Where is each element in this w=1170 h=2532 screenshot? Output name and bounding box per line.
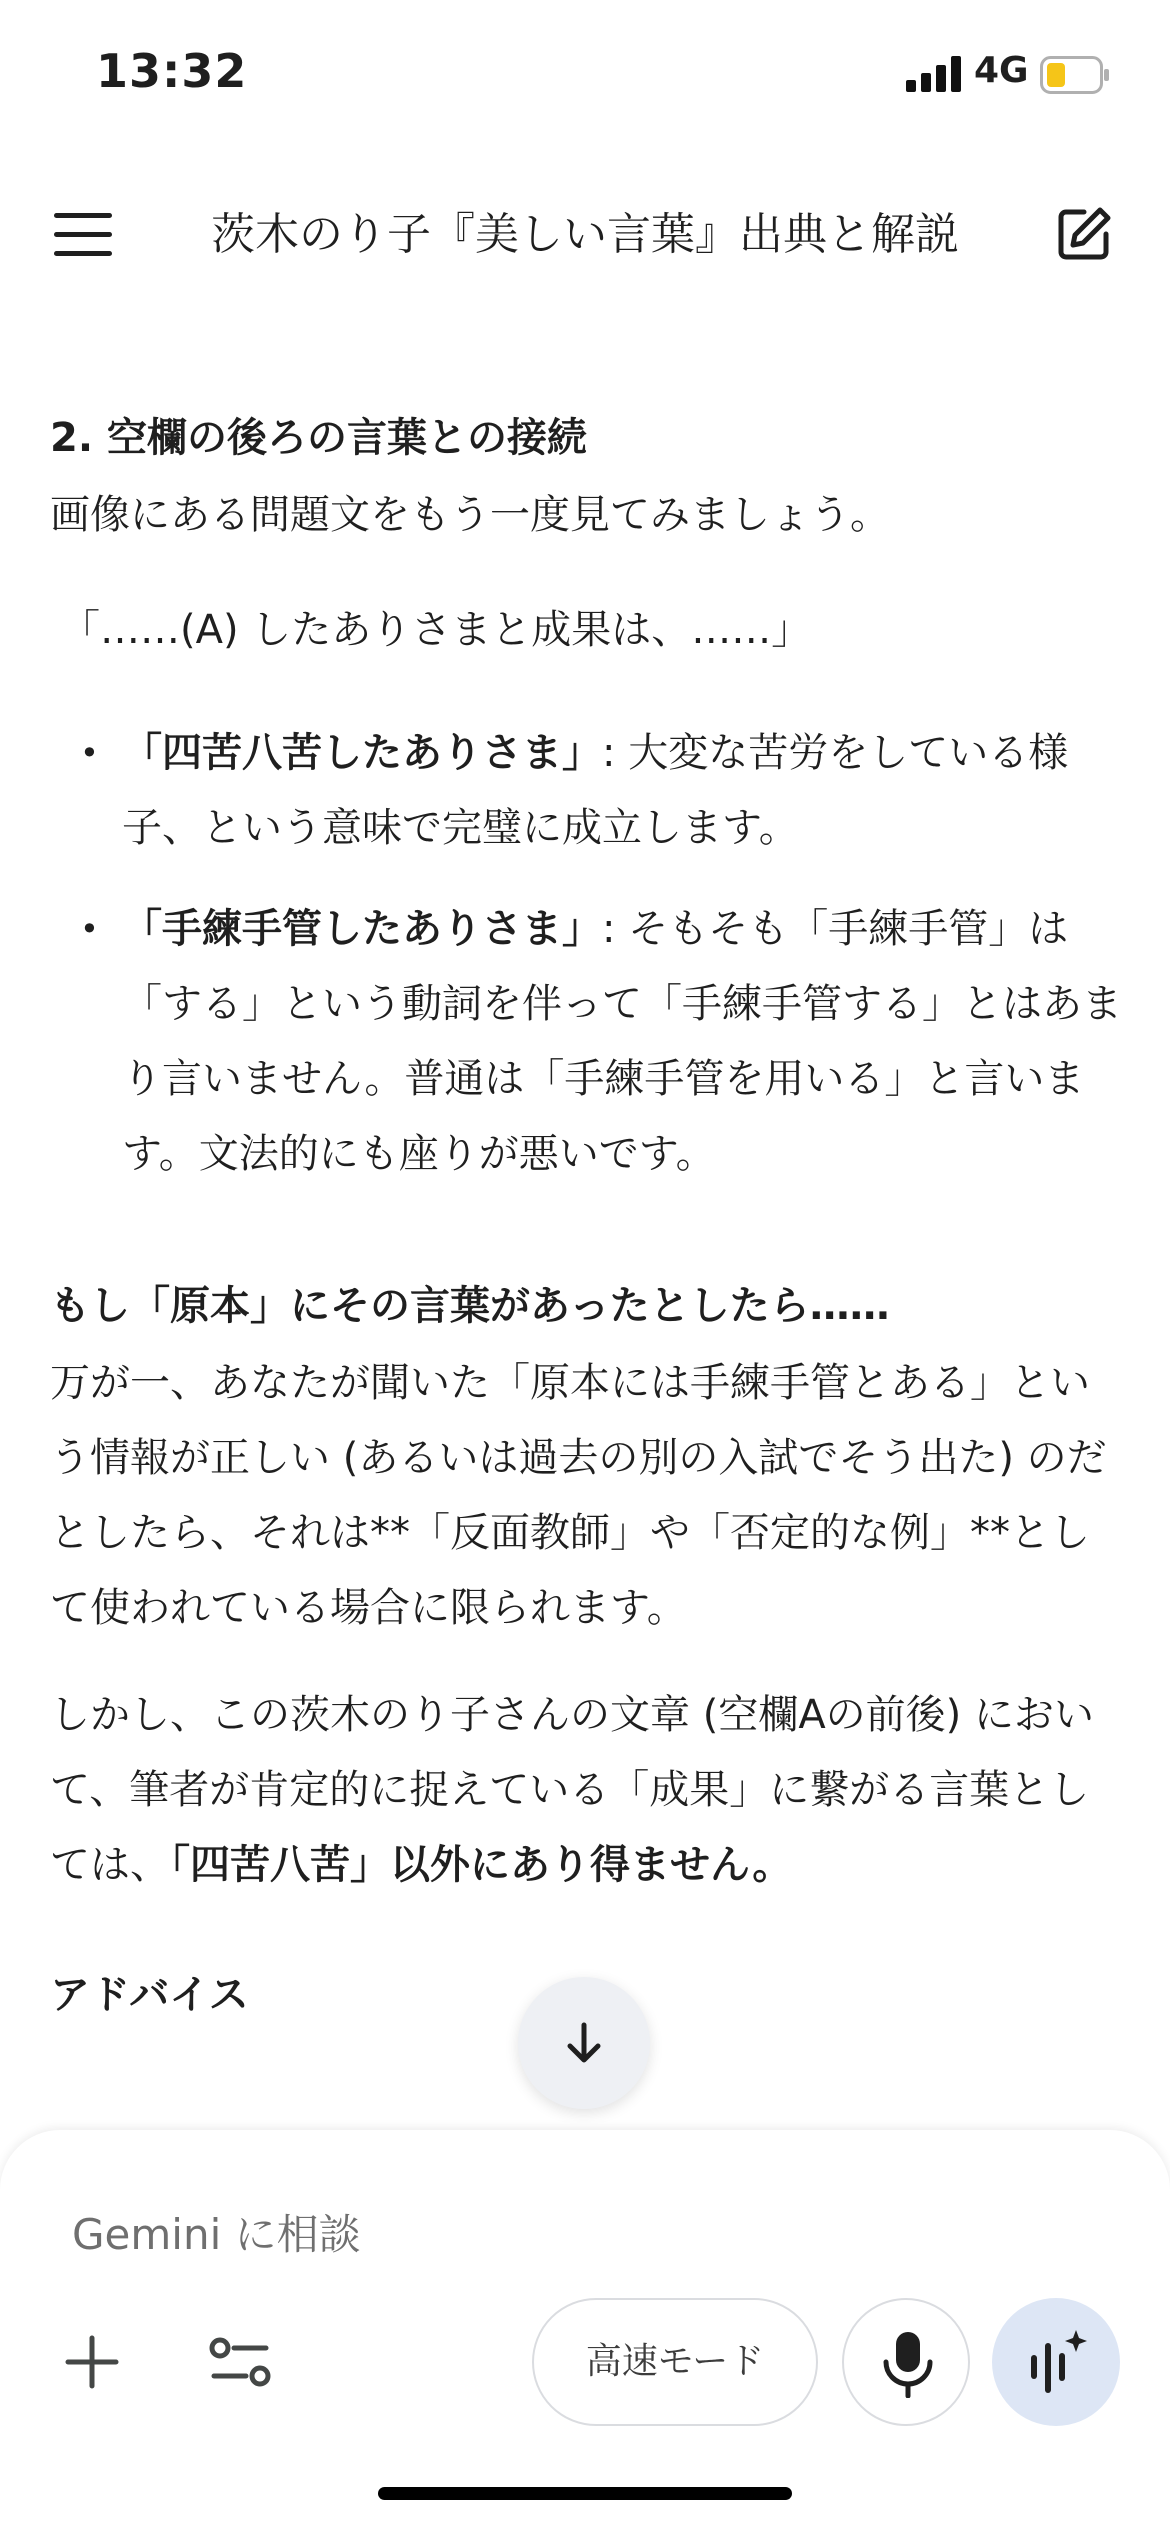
live-icon [1024, 2328, 1088, 2396]
live-mode-button[interactable] [992, 2298, 1120, 2426]
plus-icon[interactable] [52, 2322, 132, 2402]
mode-selector-button[interactable]: 高速モード [532, 2298, 818, 2426]
paragraph-text: しかし、この茨木のり子さんの文章 (空欄Aの前後) において、筆者が肯定的に捉えている「成果」に繋がる言葉としては、 [50, 1692, 1095, 1888]
menu-icon[interactable] [54, 213, 112, 257]
home-indicator [378, 2487, 792, 2500]
conversation-title[interactable]: 茨木のり子『美しい言葉』出典と解説 [211, 209, 959, 260]
signal-icon [906, 56, 962, 92]
section-heading: アドバイス [50, 1972, 249, 2018]
scroll-to-bottom-button[interactable] [518, 1977, 650, 2109]
list-item-text: : 大変な苦労をしている様子、という意味で完璧に成立します。 [122, 730, 1069, 851]
response-content [50, 398, 1125, 2035]
paragraph: 万が一、あなたが聞いた「原本には手練手管とある」という情報が正しい (あるいは過去の別の入試でそう出た) のだとしたら、それは**「反面教師」や「否定的な例」**として使われている場合に限られます。 [50, 1360, 1107, 1631]
status-time: 13:32 [96, 44, 248, 98]
edit-icon[interactable] [1056, 206, 1112, 262]
prompt-input[interactable]: Gemini に相談 [72, 2210, 361, 2259]
battery-icon [1040, 56, 1110, 94]
section-heading: もし「原本」にその言葉があったとしたら…… [50, 1283, 890, 1329]
status-bar [0, 0, 1170, 150]
mic-icon [880, 2330, 936, 2398]
paragraph-emphasis: 「四苦八苦」以外にあり得ません。 [170, 1842, 793, 1888]
list-item-term: 「手練手管したありさま」 [122, 906, 602, 952]
paragraph [50, 1678, 1125, 1903]
list-item [50, 892, 1125, 1192]
list-item-text: : そもそも「手練手管」は「する」という動詞を伴って「手練手管する」とはあまり言いません。普通は「手練手管を用いる」と言います。文法的にも座りが悪いです。 [122, 906, 1122, 1177]
tools-icon[interactable] [200, 2322, 280, 2402]
bullet-list [50, 716, 1125, 1192]
paragraph: 画像にある問題文をもう一度見てみましょう。 [50, 492, 890, 538]
arrow-down-icon [558, 2017, 610, 2069]
section-heading: 2. 空欄の後ろの言葉との接続 [50, 415, 587, 461]
list-item-term: 「四苦八苦したありさま」 [122, 730, 602, 776]
network-type: 4G [974, 50, 1029, 91]
list-item [50, 716, 1125, 866]
quoted-sentence: 「……(A) したありさまと成果は、……」 [60, 607, 812, 653]
microphone-button[interactable] [842, 2298, 970, 2426]
